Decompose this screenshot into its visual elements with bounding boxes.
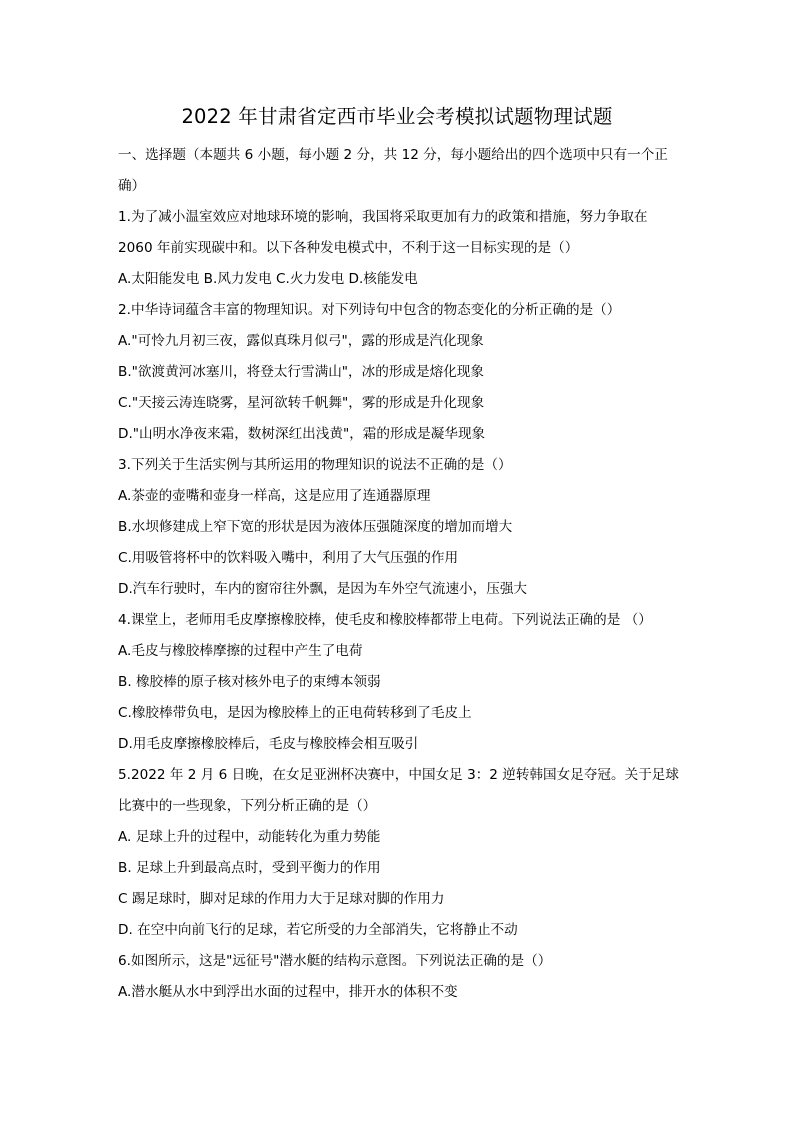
question-4-option-a: A.毛皮与橡胶棒摩擦的过程中产生了电荷	[118, 643, 363, 659]
section-heading-continued: 确）	[118, 178, 146, 194]
question-5-option-d: D. 在空中向前飞行的足球，若它所受的力全部消失，它将静止不动	[118, 922, 518, 938]
question-5-option-a: A. 足球上升的过程中，动能转化为重力势能	[118, 829, 381, 845]
question-5-option-c: C 踢足球时，脚对足球的作用力大于足球对脚的作用力	[118, 891, 445, 907]
question-3-option-b: B.水坝修建成上窄下宽的形状是因为液体压强随深度的增加而增大	[118, 519, 513, 535]
question-6-option-a: A.潜水艇从水中到浮出水面的过程中，排开水的体积不变	[118, 984, 458, 1000]
question-5-stem-continued: 比赛中的一些现象，下列分析正确的是（）	[118, 798, 377, 814]
question-1-stem: 1.为了减小温室效应对地球环境的影响，我国将采取更加有力的政策和措施，努力争取在	[118, 209, 648, 225]
question-2-option-b: B."欲渡黄河冰塞川，将登太行雪满山"，冰的形成是熔化现象	[118, 364, 484, 380]
question-2-option-d: D."山明水净夜来霜，数树深红出浅黄"，霜的形成是凝华现象	[118, 426, 486, 442]
page-title: 2022 年甘肃省定西市毕业会考模拟试题物理试题	[181, 105, 613, 128]
question-4-option-c: C.橡胶棒带负电，是因为橡胶棒上的正电荷转移到了毛皮上	[118, 705, 472, 721]
question-3-option-d: D.汽车行驶时，车内的窗帘往外飘，是因为车外空气流速小，压强大	[118, 581, 528, 597]
question-1-options: A.太阳能发电 B.风力发电 C.火力发电 D.核能发电	[118, 271, 418, 287]
question-4-stem: 4.课堂上，老师用毛皮摩擦橡胶棒，使毛皮和橡胶棒都带上电荷。下列说法正确的是 （）	[118, 612, 652, 628]
question-2-option-c: C."天接云涛连晓雾，星河欲转千帆舞"，雾的形成是升化现象	[118, 395, 485, 411]
question-5-stem: 5.2022 年 2 月 6 日晚，在女足亚洲杯决赛中，中国女足 3：2 逆转韩国女足夺冠。关于足球	[118, 767, 679, 783]
question-6-stem: 6.如图所示，这是"远征号"潜水艇的结构示意图。下列说法正确的是（）	[118, 953, 552, 969]
question-3-option-c: C.用吸管将杯中的饮料吸入嘴中，利用了大气压强的作用	[118, 550, 459, 566]
question-5-option-b: B. 足球上升到最高点时，受到平衡力的作用	[118, 860, 381, 876]
question-1-stem-continued: 2060 年前实现碳中和。以下各种发电模式中，不利于这一目标实现的是（）	[118, 240, 579, 256]
question-2-option-a: A."可怜九月初三夜，露似真珠月似弓"，露的形成是汽化现象	[118, 333, 484, 349]
section-heading: 一、选择题（本题共 6 小题，每小题 2 分，共 12 分，每小题给出的四个选项中只有一个正	[118, 147, 668, 163]
question-2-stem: 2.中华诗词蕴含丰富的物理知识。对下列诗句中包含的物态变化的分析正确的是（）	[118, 302, 621, 318]
question-3-stem: 3.下列关于生活实例与其所运用的物理知识的说法不正确的是（）	[118, 457, 512, 473]
question-3-option-a: A.茶壶的壶嘴和壶身一样高，这是应用了连通器原理	[118, 488, 431, 504]
question-4-option-d: D.用毛皮摩擦橡胶棒后，毛皮与橡胶棒会相互吸引	[118, 736, 419, 752]
question-4-option-b: B. 橡胶棒的原子核对核外电子的束缚本领弱	[118, 674, 381, 690]
